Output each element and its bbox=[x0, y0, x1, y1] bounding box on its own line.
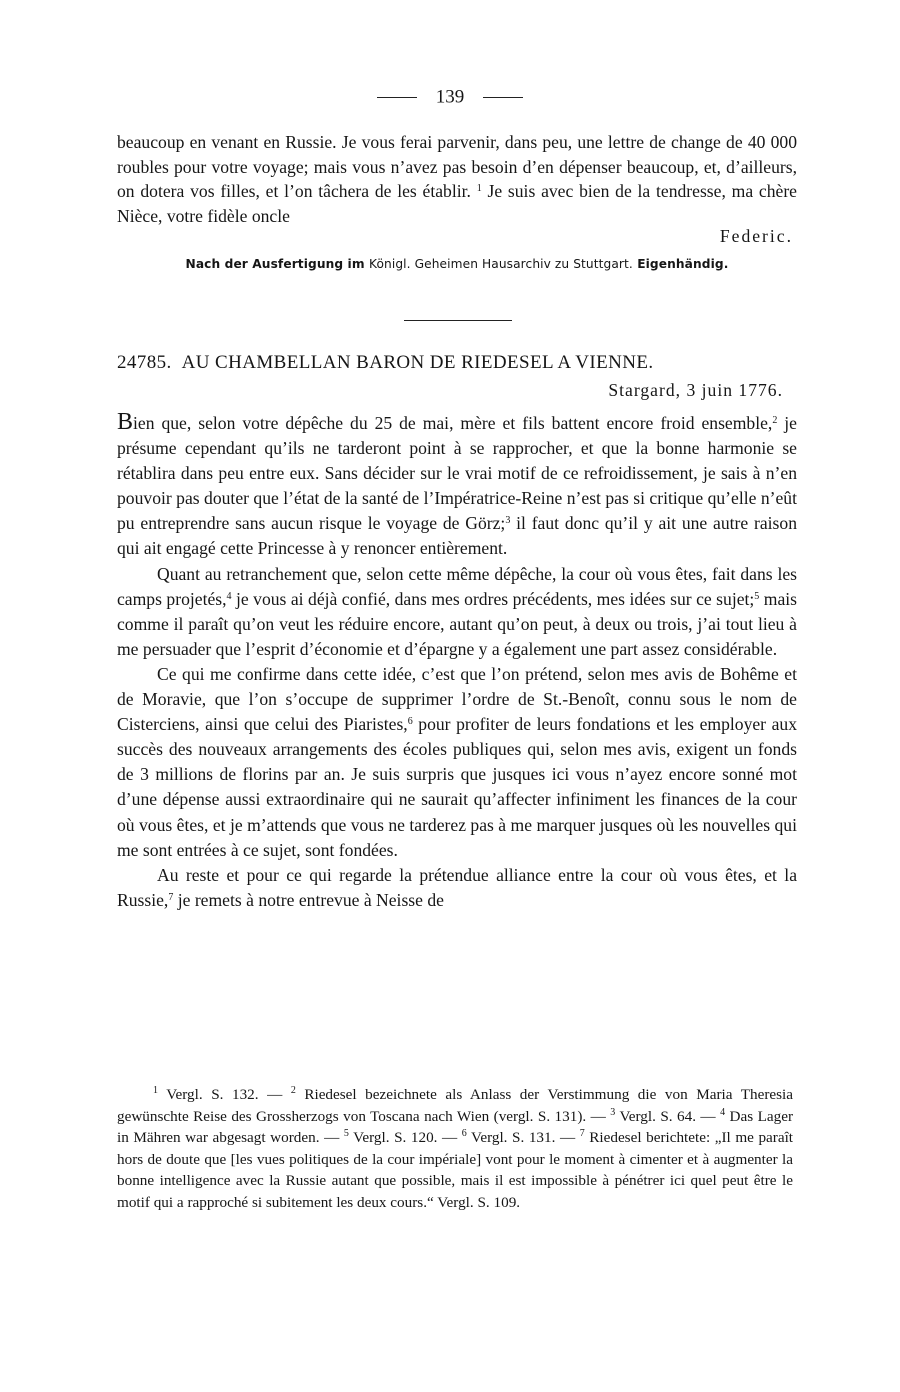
continuation-text: beaucoup en venant en Russie. Je vous ferai parvenir, dans peu, une lettre de change de 40 000 roubles pour votre voyage; mais vous n’avez pas besoin d’en dépenser beaucoup, et, d’ailleurs, on dotera vos filles, et l’on tâchera de les établir. bbox=[117, 132, 797, 202]
paragraph-1-text-a: ien que, selon votre dépêche du 25 de mai, mère et fils battent encore froid ensemble, bbox=[133, 413, 773, 433]
footnote-ref-3: 3 bbox=[505, 515, 511, 527]
footnote-mark-6: 6 bbox=[461, 1128, 467, 1140]
footnotes bbox=[117, 1084, 793, 1214]
paragraph-4-text-b: je remets à notre entrevue à Neisse de bbox=[173, 889, 444, 910]
footnote-mark-7: 7 bbox=[579, 1128, 585, 1140]
paragraph-2-text-b: je vous ai déjà confié, dans mes ordres précédents, mes idées sur ce sujet; bbox=[231, 588, 755, 609]
initial-letter: B bbox=[117, 409, 134, 435]
letter-dateline bbox=[117, 380, 783, 401]
paragraph-3-text-a: Ce qui me confirme dans cette idée, c’est que l’on prétend, selon mes avis de Bohême et de Moravie, que l’on s’occupe de supprimer l’ordre de St.-Benoît, connu sous le nom de Cisterciens, ainsi que celui des Piaristes, bbox=[117, 663, 797, 735]
footnote-ref-6: 6 bbox=[407, 716, 413, 728]
source-note-part-1: Nach der Ausfertigung im bbox=[185, 257, 365, 272]
header-rule-left bbox=[377, 97, 417, 98]
letter-number: 24785. bbox=[117, 352, 172, 373]
paragraph-3-text-b: pour profiter de leurs fondations et les employer aux succès des nouveaux arrangements des écoles publiques qui, selon mes avis, exigent un fonds de 3 millions de florins par an. Je suis surpris que jusques ici vous n’ayez encore sonné mot d’une dépense aussi extraordinaire qui ne saurait qu’affecter infiniment les finances de la cour où vous êtes, et je m’attends que vous ne tarderez pas à me marquer jusques où les nouvelles qui me sont entrées à ce sujet, sont fondées. bbox=[117, 714, 798, 860]
footnote-ref-4: 4 bbox=[226, 590, 232, 602]
footnote-mark-3: 3 bbox=[610, 1106, 616, 1118]
footnote-ref-1: 1 bbox=[476, 183, 482, 195]
letter-paragraph-4 bbox=[117, 863, 797, 913]
source-note-autograph: Eigenhändig. bbox=[637, 257, 729, 272]
footnote-block bbox=[117, 1084, 793, 1214]
paragraph-2-text-c: mais comme il paraît qu’on veut les réduire encore, autant qu’on peut, à deux ou trois, j’ai tout lieu à me persuader que l’esprit d’économie et d’épargne y a également une part assez considérable. bbox=[117, 588, 797, 659]
paragraph-1-text-b: je présume cependant qu’ils ne tarderont point à se rapprocher, et que la bonne harmonie se rétablira dans peu entre eux. Sans décider sur le vrai motif de ce refroidissement, je sais à n’en pouvoir pas douter que l’état de la santé de l’Impératrice-Reine n’est pas si critique qu’elle n’eût pu entreprendre sans aucun risque le voyage de Görz; bbox=[117, 413, 797, 534]
header-rule-right bbox=[483, 97, 523, 98]
letter-body bbox=[117, 410, 797, 913]
letter-heading bbox=[117, 352, 797, 374]
footnote-ref-2: 2 bbox=[772, 415, 778, 426]
signature: Federic. bbox=[719, 226, 793, 247]
paragraph-2-text-a: Quant au retranchement que, selon cette même dépêche, la cour où vous êtes, fait dans les camps projetés, bbox=[117, 563, 797, 609]
footnote-7: Riedesel berichtete: „Il me paraît hors de doute que [les vues politiques de la cour impériale] vont pour le moment à cimenter et à augmenter la bonne intelligence avec la Russie autant que possible, mais il est impossible à pénétrer ici quel peut être le motif qui a rapproché si subitement les deux cours.“ Vergl. S. 109. bbox=[117, 1129, 794, 1211]
continuation-closing: Je suis avec bien de la tendresse, ma chère Nièce, votre fidèle oncle bbox=[117, 181, 797, 226]
source-note bbox=[117, 257, 797, 271]
previous-letter-ending bbox=[117, 130, 797, 271]
footnote-mark-5: 5 bbox=[343, 1128, 349, 1140]
letter-paragraph-1 bbox=[117, 410, 797, 562]
paragraph-4-text-a: Au reste et pour ce qui regarde la prétendue alliance entre la cour où vous êtes, et la Russie, bbox=[117, 864, 797, 910]
footnote-ref-5: 5 bbox=[754, 590, 760, 602]
continuation-paragraph bbox=[117, 130, 797, 228]
letter-date: 3 juin 1776. bbox=[686, 380, 783, 400]
paragraph-1-text-c: il faut donc qu’il y ait une autre raison qui ait engagé cette Princesse à y renoncer entièrement. bbox=[117, 513, 797, 559]
letter-place: Stargard, bbox=[608, 380, 682, 400]
footnote-1: Vergl. S. 132. — bbox=[158, 1086, 283, 1103]
footnote-2: Riedesel bezeichnete als Anlass der Verstimmung die von Maria Theresia gewünschte Reise des Grossherzogs von Toscana nach Wien (vergl. S. 131). — bbox=[117, 1086, 794, 1125]
letter-paragraph-2 bbox=[117, 562, 797, 662]
page-number: 139 bbox=[435, 86, 465, 108]
footnote-5: Vergl. S. 120. — bbox=[348, 1129, 458, 1147]
footnote-mark-1: 1 bbox=[153, 1085, 158, 1096]
footnote-4: Das Lager in Mähren war abgesagt worden. — bbox=[117, 1107, 793, 1147]
section-divider bbox=[404, 320, 512, 321]
footnote-6: Vergl. S. 131. — bbox=[466, 1129, 576, 1147]
page-header bbox=[0, 86, 900, 109]
source-note-archive: Königl. Geheimen Hausarchiv zu Stuttgart. bbox=[368, 257, 633, 272]
letter-paragraph-3 bbox=[117, 662, 797, 863]
footnote-mark-4: 4 bbox=[720, 1106, 726, 1118]
footnote-ref-7: 7 bbox=[168, 891, 174, 903]
letter-title: AU CHAMBELLAN BARON DE RIEDESEL A VIENNE. bbox=[181, 352, 654, 373]
footnote-3: Vergl. S. 64. — bbox=[615, 1107, 716, 1125]
footnote-mark-2: 2 bbox=[290, 1085, 296, 1096]
